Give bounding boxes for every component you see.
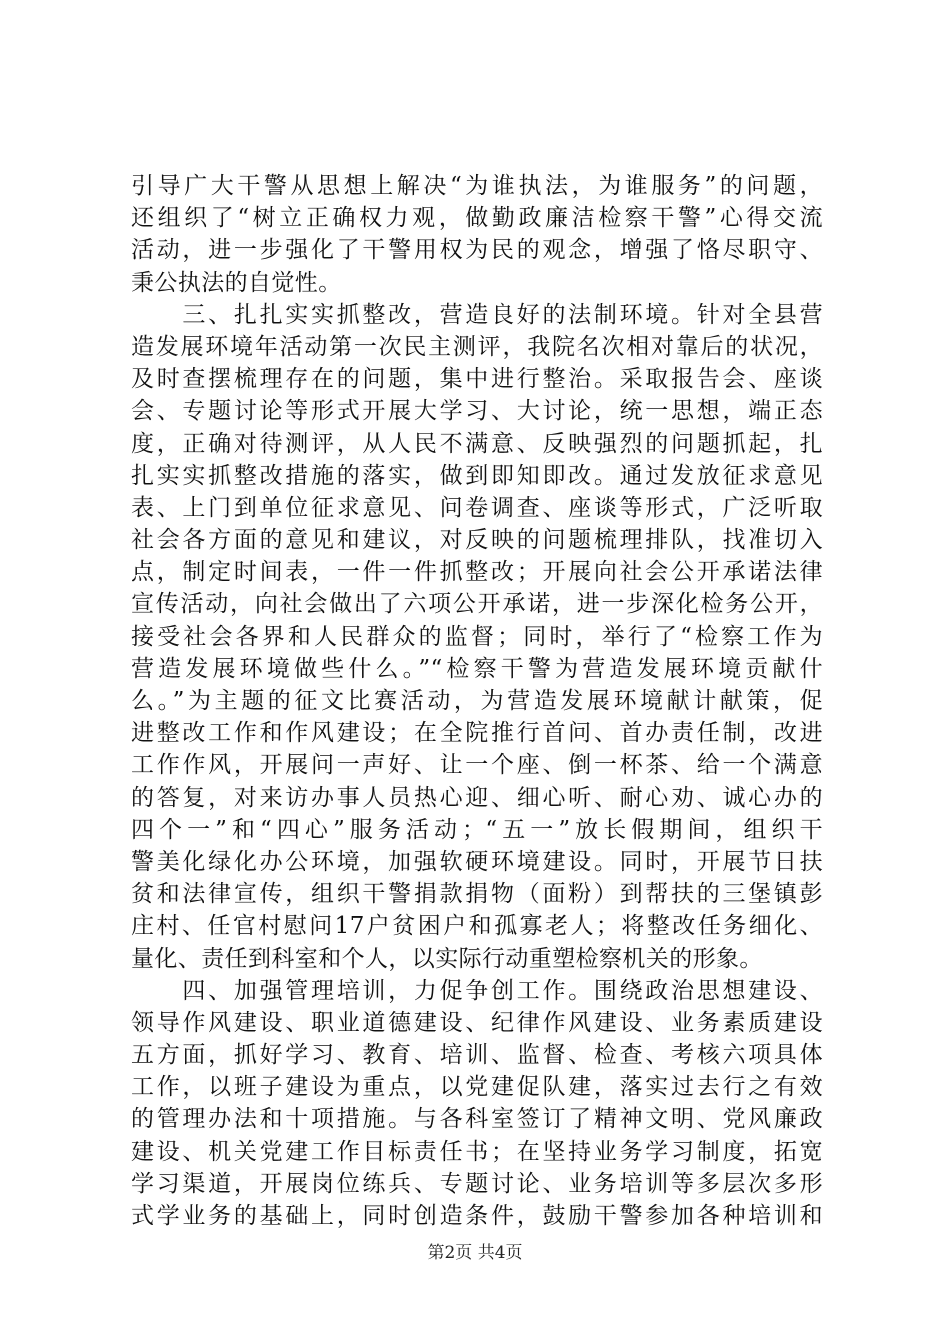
text-line: 度，正确对待测评，从人民不满意、反映强烈的问题抓起，扎	[131, 430, 823, 457]
text-line: 贫和法律宣传，组织干警捐款捐物（面粉）到帮扶的三堡镇彭	[131, 881, 823, 908]
text-line: 工作，以班子建设为重点，以党建促队建，落实过去行之有效	[131, 1074, 823, 1101]
text-line: 么。”为主题的征文比赛活动，为营造发展环境献计献策，促	[131, 688, 823, 714]
text-line: 造发展环境年活动第一次民主测评，我院名次相对靠后的状况，	[131, 333, 823, 360]
text-line: 建设、机关党建工作目标责任书；在坚持业务学习制度，拓宽	[131, 1138, 823, 1165]
text-line: 及时查摆梳理存在的问题，集中进行整治。采取报告会、座谈	[131, 366, 823, 393]
text-line: 秉公执法的自觉性。	[131, 269, 342, 296]
text-line: 扎实实抓整改措施的落实，做到即知即改。通过发放征求意见	[131, 462, 823, 489]
text-line: 庄村、任官村慰问17户贫困户和孤寡老人；将整改任务细化、	[131, 913, 823, 940]
text-line: 三、扎扎实实抓整改，营造良好的法制环境。针对全县营	[131, 301, 823, 328]
document-body	[131, 170, 823, 1232]
text-line: 引导广大干警从思想上解决“为谁执法，为谁服务”的问题，	[131, 173, 823, 199]
text-line: 营造发展环境做些什么。”“检察干警为营造发展环境贡献什	[131, 655, 823, 682]
text-line: 宣传活动，向社会做出了六项公开承诺，进一步深化检务公开，	[131, 591, 823, 618]
text-line: 警美化绿化办公环境，加强软硬环境建设。同时，开展节日扶	[131, 848, 823, 875]
text-line: 学习渠道，开展岗位练兵、专题讨论、业务培训等多层次多形	[131, 1170, 823, 1197]
text-line: 表、上门到单位征求意见、问卷调查、座谈等形式，广泛听取	[131, 494, 823, 521]
text-line: 五方面，抓好学习、教育、培训、监督、检查、考核六项具体	[131, 1042, 823, 1069]
text-line: 点，制定时间表，一件一件抓整改；开展向社会公开承诺法律	[131, 559, 823, 586]
text-line: 活动，进一步强化了干警用权为民的观念，增强了恪尽职守、	[131, 237, 823, 264]
text-line: 进整改工作和作风建设；在全院推行首问、首办责任制，改进	[131, 720, 823, 747]
page-footer: 第2页 共4页	[427, 1243, 523, 1263]
text-line: 领导作风建设、职业道德建设、纪律作风建设、业务素质建设	[131, 1009, 823, 1036]
text-line: 工作作风，开展问一声好、让一个座、倒一杯茶、给一个满意	[131, 752, 823, 779]
text-line: 四个一”和“四心”服务活动；“五一”放长假期间，组织干	[131, 816, 823, 843]
text-line: 式学业务的基础上，同时创造条件，鼓励干警参加各种培训和	[131, 1203, 823, 1229]
text-line: 社会各方面的意见和建议，对反映的问题梳理排队，找准切入	[131, 527, 823, 554]
text-line: 的管理办法和十项措施。与各科室签订了精神文明、党风廉政	[131, 1106, 823, 1133]
text-line: 接受社会各界和人民群众的监督；同时，举行了“检察工作为	[131, 623, 823, 650]
text-line: 量化、责任到科室和个人，以实际行动重塑检察机关的形象。	[131, 945, 763, 972]
text-line: 四、加强管理培训，力促争创工作。围绕政治思想建设、	[131, 977, 823, 1004]
text-line: 会、专题讨论等形式开展大学习、大讨论，统一思想，端正态	[131, 398, 823, 425]
text-line: 还组织了“树立正确权力观，做勤政廉洁检察干警”心得交流	[131, 205, 823, 232]
text-line: 的答复，对来访办事人员热心迎、细心听、耐心劝、诚心办的	[131, 784, 823, 811]
